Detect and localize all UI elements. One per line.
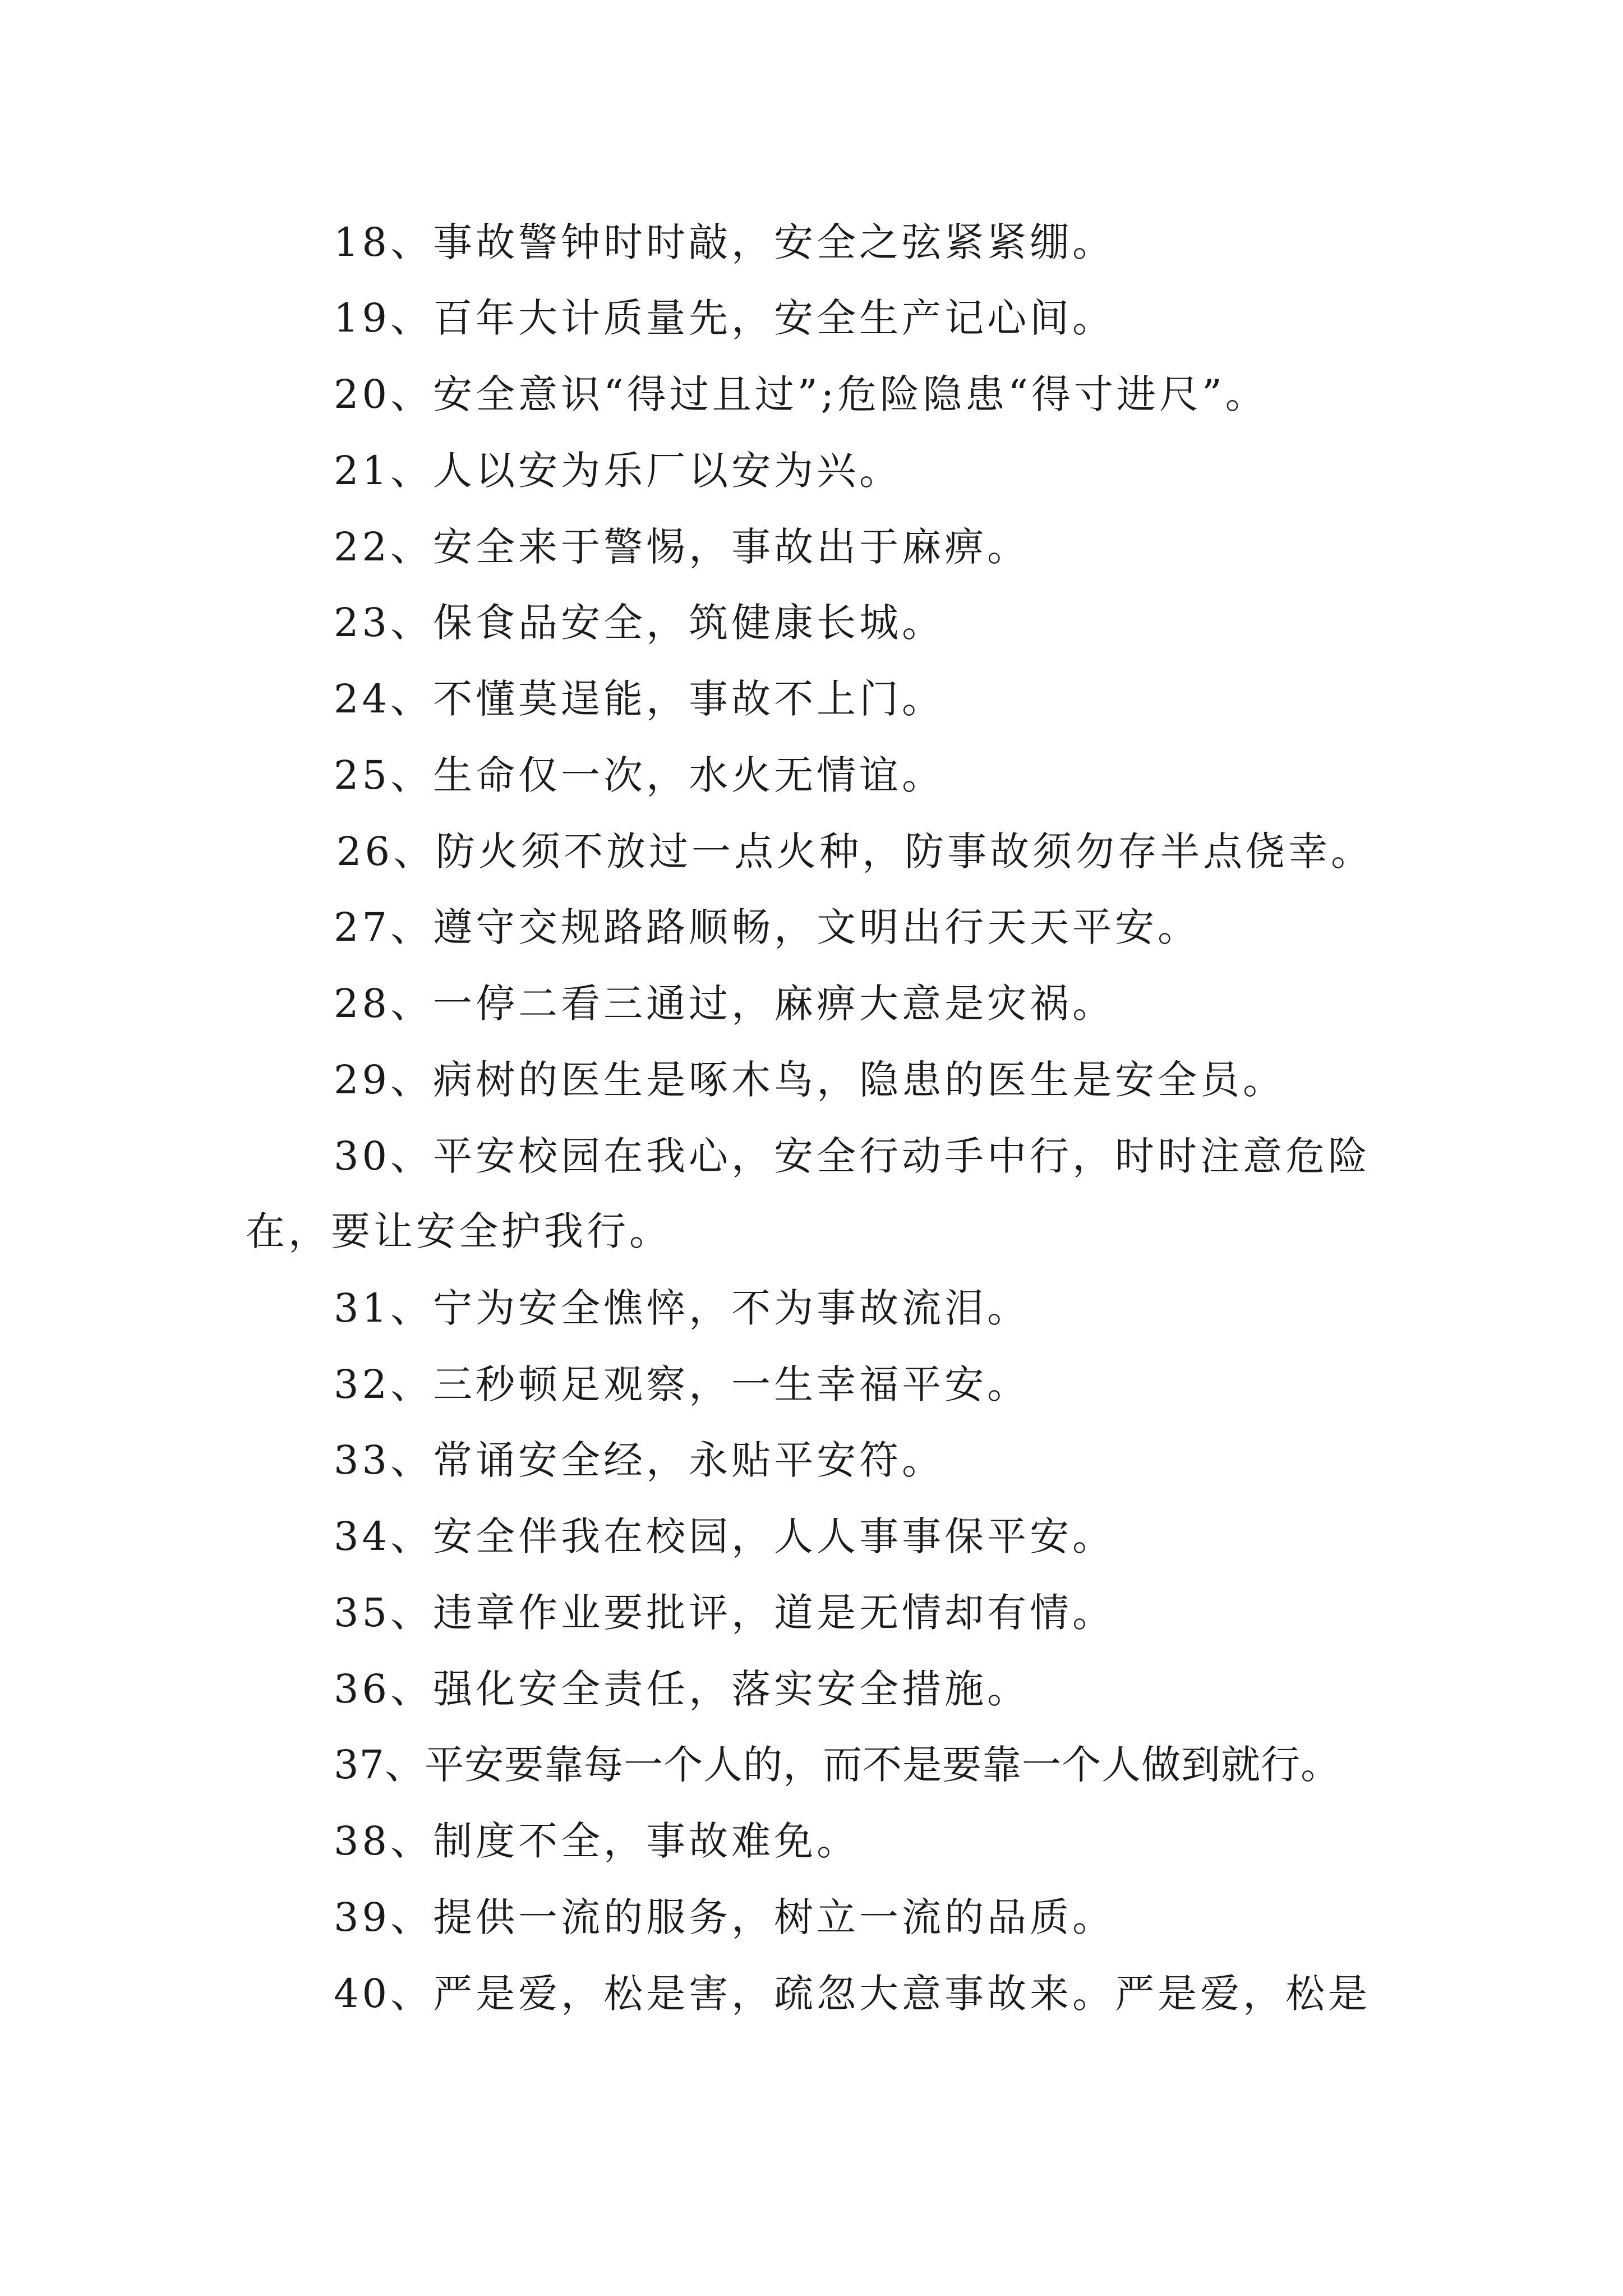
slogan-line-20: 20、安全意识“得过且过”;危险隐患“得寸进尺”。 — [334, 371, 1268, 417]
slogan-line-39: 39、提供一流的服务，树立一流的品质。 — [334, 1894, 1115, 1940]
slogan-line-22: 22、安全来于警惕，事故出于麻痹。 — [334, 524, 1030, 570]
slogan-line-38: 38、制度不全，事故难免。 — [334, 1818, 860, 1864]
slogan-line-25: 25、生命仅一次，水火无情谊。 — [334, 752, 945, 798]
slogan-line-34: 34、安全伴我在校园，人人事事保平安。 — [334, 1513, 1115, 1559]
slogan-line-21: 21、人以安为乐厂以安为兴。 — [334, 448, 902, 494]
slogan-line-27: 27、遵守交规路路顺畅，文明出行天天平安。 — [334, 904, 1201, 950]
slogan-line-24: 24、不懂莫逞能，事故不上门。 — [334, 676, 945, 722]
slogan-line-37: 37、平安要靠每一个人的，而不是要靠一个人做到就行。 — [334, 1742, 1341, 1788]
slogan-line-33: 33、常诵安全经，永贴平安符。 — [334, 1437, 945, 1483]
slogan-line-28: 28、一停二看三通过，麻痹大意是灾祸。 — [334, 981, 1115, 1027]
slogan-line-36: 36、强化安全责任，落实安全措施。 — [334, 1666, 1030, 1712]
slogan-line-32: 32、三秒顿足观察，一生幸福平安。 — [334, 1361, 1030, 1407]
slogan-line-30: 30、平安校园在我心，安全行动手中行，时时注意危险 — [334, 1133, 1371, 1179]
slogan-line-23: 23、保食品安全，筑健康长城。 — [334, 600, 945, 646]
slogan-line-35: 35、违章作业要批评，道是无情却有情。 — [334, 1590, 1115, 1636]
slogan-line-18: 18、事故警钟时时敲，安全之弦紧紧绷。 — [334, 219, 1115, 265]
slogan-line-26: 26、防火须不放过一点火种，防事故须勿存半点侥幸。 — [336, 829, 1374, 875]
slogan-line-31: 31、宁为安全憔悴，不为事故流泪。 — [334, 1285, 1030, 1331]
slogan-line-19: 19、百年大计质量先，安全生产记心间。 — [334, 295, 1115, 341]
slogan-line-29: 29、病树的医生是啄木鸟，隐患的医生是安全员。 — [334, 1057, 1286, 1103]
slogan-line-30-continued: 在，要让安全护我行。 — [246, 1208, 672, 1254]
slogan-line-40: 40、严是爱，松是害，疏忽大意事故来。严是爱，松是 — [334, 1971, 1371, 2017]
